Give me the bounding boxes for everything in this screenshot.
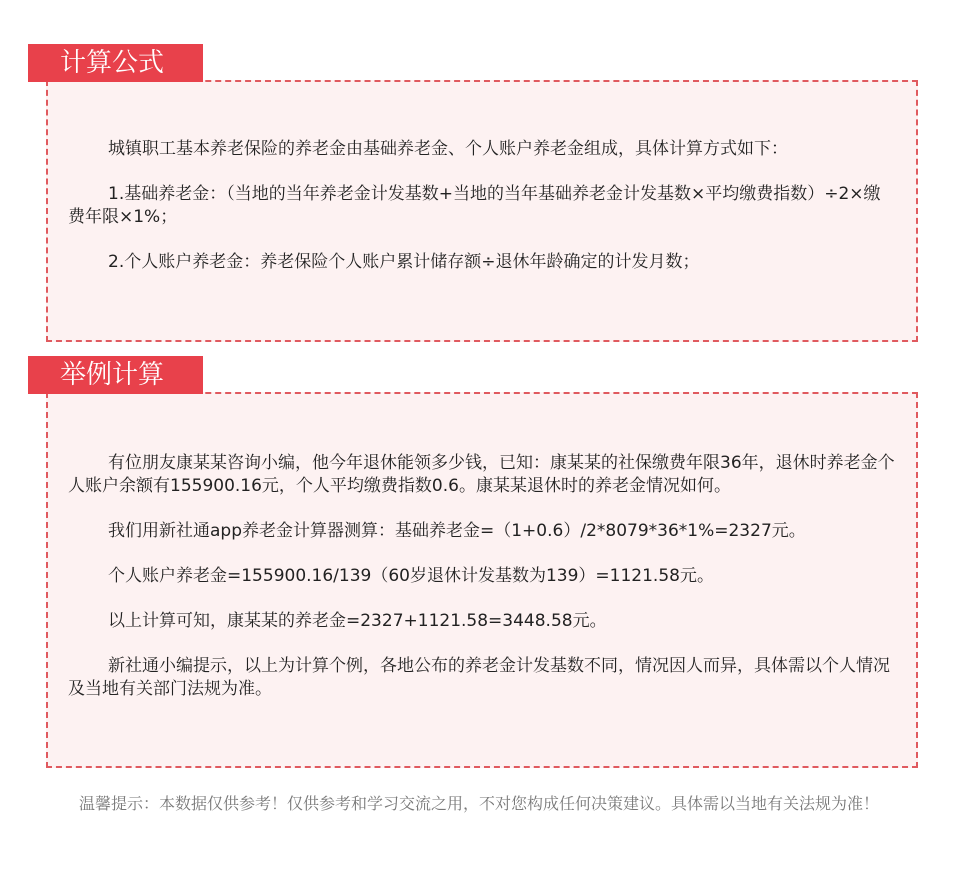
- example-basic-calc: 我们用新社通app养老金计算器测算：基础养老金=（1+0.6）/2*8079*36*1%=2327元。: [108, 521, 806, 541]
- formula-personal-account: 2.个人账户养老金：养老保险个人账户累计储存额÷退休年龄确定的计发月数；: [108, 252, 700, 272]
- example-note: 新社通小编提示，以上为计算个例，各地公布的养老金计发基数不同，情况因人而异，具体需以个人情况及当地有关部门法规为准。: [68, 656, 890, 699]
- example-account-calc: 个人账户养老金=155900.16/139（60岁退休计发基数为139）=1121.58元。: [108, 566, 714, 586]
- formula-intro: 城镇职工基本养老保险的养老金由基础养老金、个人账户养老金组成，具体计算方式如下：: [108, 139, 788, 159]
- example-total: 以上计算可知，康某某的养老金=2327+1121.58=3448.58元。: [108, 611, 607, 631]
- example-box: [46, 392, 918, 768]
- disclaimer-tip: 温馨提示：本数据仅供参考！仅供参考和学习交流之用，不对您构成任何决策建议。具体需以当地有关法规为准！: [78, 794, 879, 813]
- formula-basic-pension: 1.基础养老金：（当地的当年养老金计发基数+当地的当年基础养老金计发基数×平均缴费指数）÷2×缴费年限×1%；: [68, 184, 881, 227]
- formula-box: [46, 80, 918, 342]
- section-title-formula: 计算公式: [28, 44, 203, 82]
- example-question: 有位朋友康某某咨询小编，他今年退休能领多少钱，已知：康某某的社保缴费年限36年，退休时养老金个人账户余额有155900.16元，个人平均缴费指数0.6。康某某退休时的养老金情况如何。: [68, 453, 895, 496]
- section-title-example: 举例计算: [28, 356, 203, 394]
